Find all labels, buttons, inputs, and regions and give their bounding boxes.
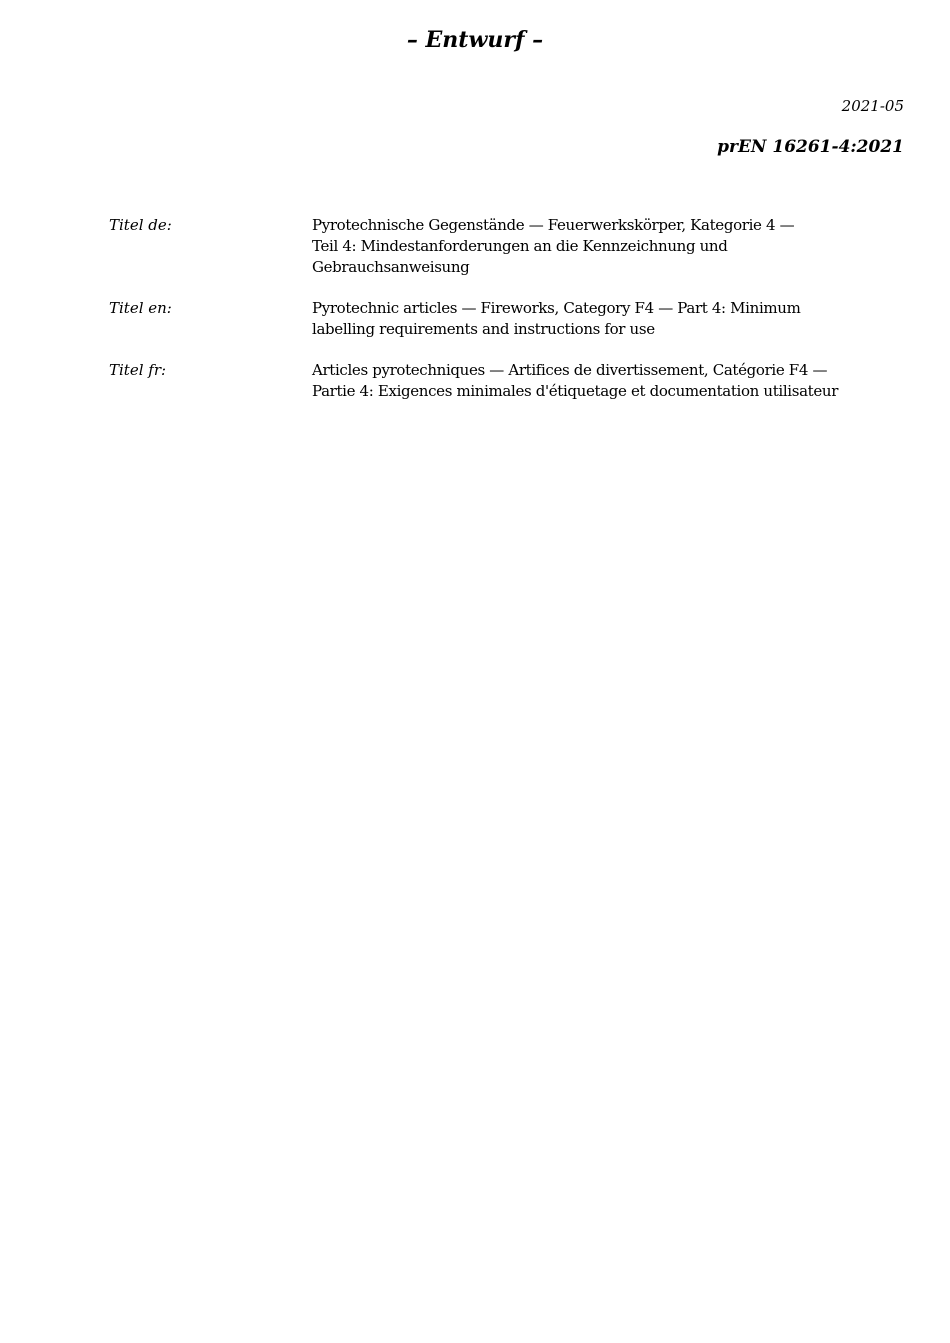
title-row-fr bbox=[109, 360, 909, 402]
title-line: Pyrotechnische Gegenstände — Feuerwerkskörper, Kategorie 4 — bbox=[312, 216, 795, 234]
title-line: Pyrotechnic articles — Fireworks, Category F4 — Part 4: Minimum bbox=[312, 299, 801, 317]
title-label-fr: Titel fr: bbox=[109, 361, 167, 379]
title-value-fr bbox=[312, 360, 909, 402]
document-number: prEN 16261-4:2021 bbox=[717, 137, 904, 157]
titles-section bbox=[109, 215, 909, 422]
title-line: Articles pyrotechniques — Artifices de divertissement, Catégorie F4 — bbox=[312, 361, 828, 379]
title-row-de bbox=[109, 215, 909, 278]
title-line: labelling requirements and instructions for use bbox=[312, 320, 655, 338]
title-label-en: Titel en: bbox=[109, 299, 172, 317]
draft-title: – Entwurf – bbox=[406, 27, 544, 53]
document-date: 2021-05 bbox=[841, 97, 904, 115]
title-row-en bbox=[109, 298, 909, 340]
title-line: Partie 4: Exigences minimales d'étiquetage et documentation utilisateur bbox=[312, 382, 839, 400]
title-line: Gebrauchsanweisung bbox=[312, 258, 470, 276]
title-label-de: Titel de: bbox=[109, 216, 172, 234]
title-value-de bbox=[312, 215, 909, 278]
title-value-en bbox=[312, 298, 909, 340]
title-line: Teil 4: Mindestanforderungen an die Kennzeichnung und bbox=[312, 237, 728, 255]
